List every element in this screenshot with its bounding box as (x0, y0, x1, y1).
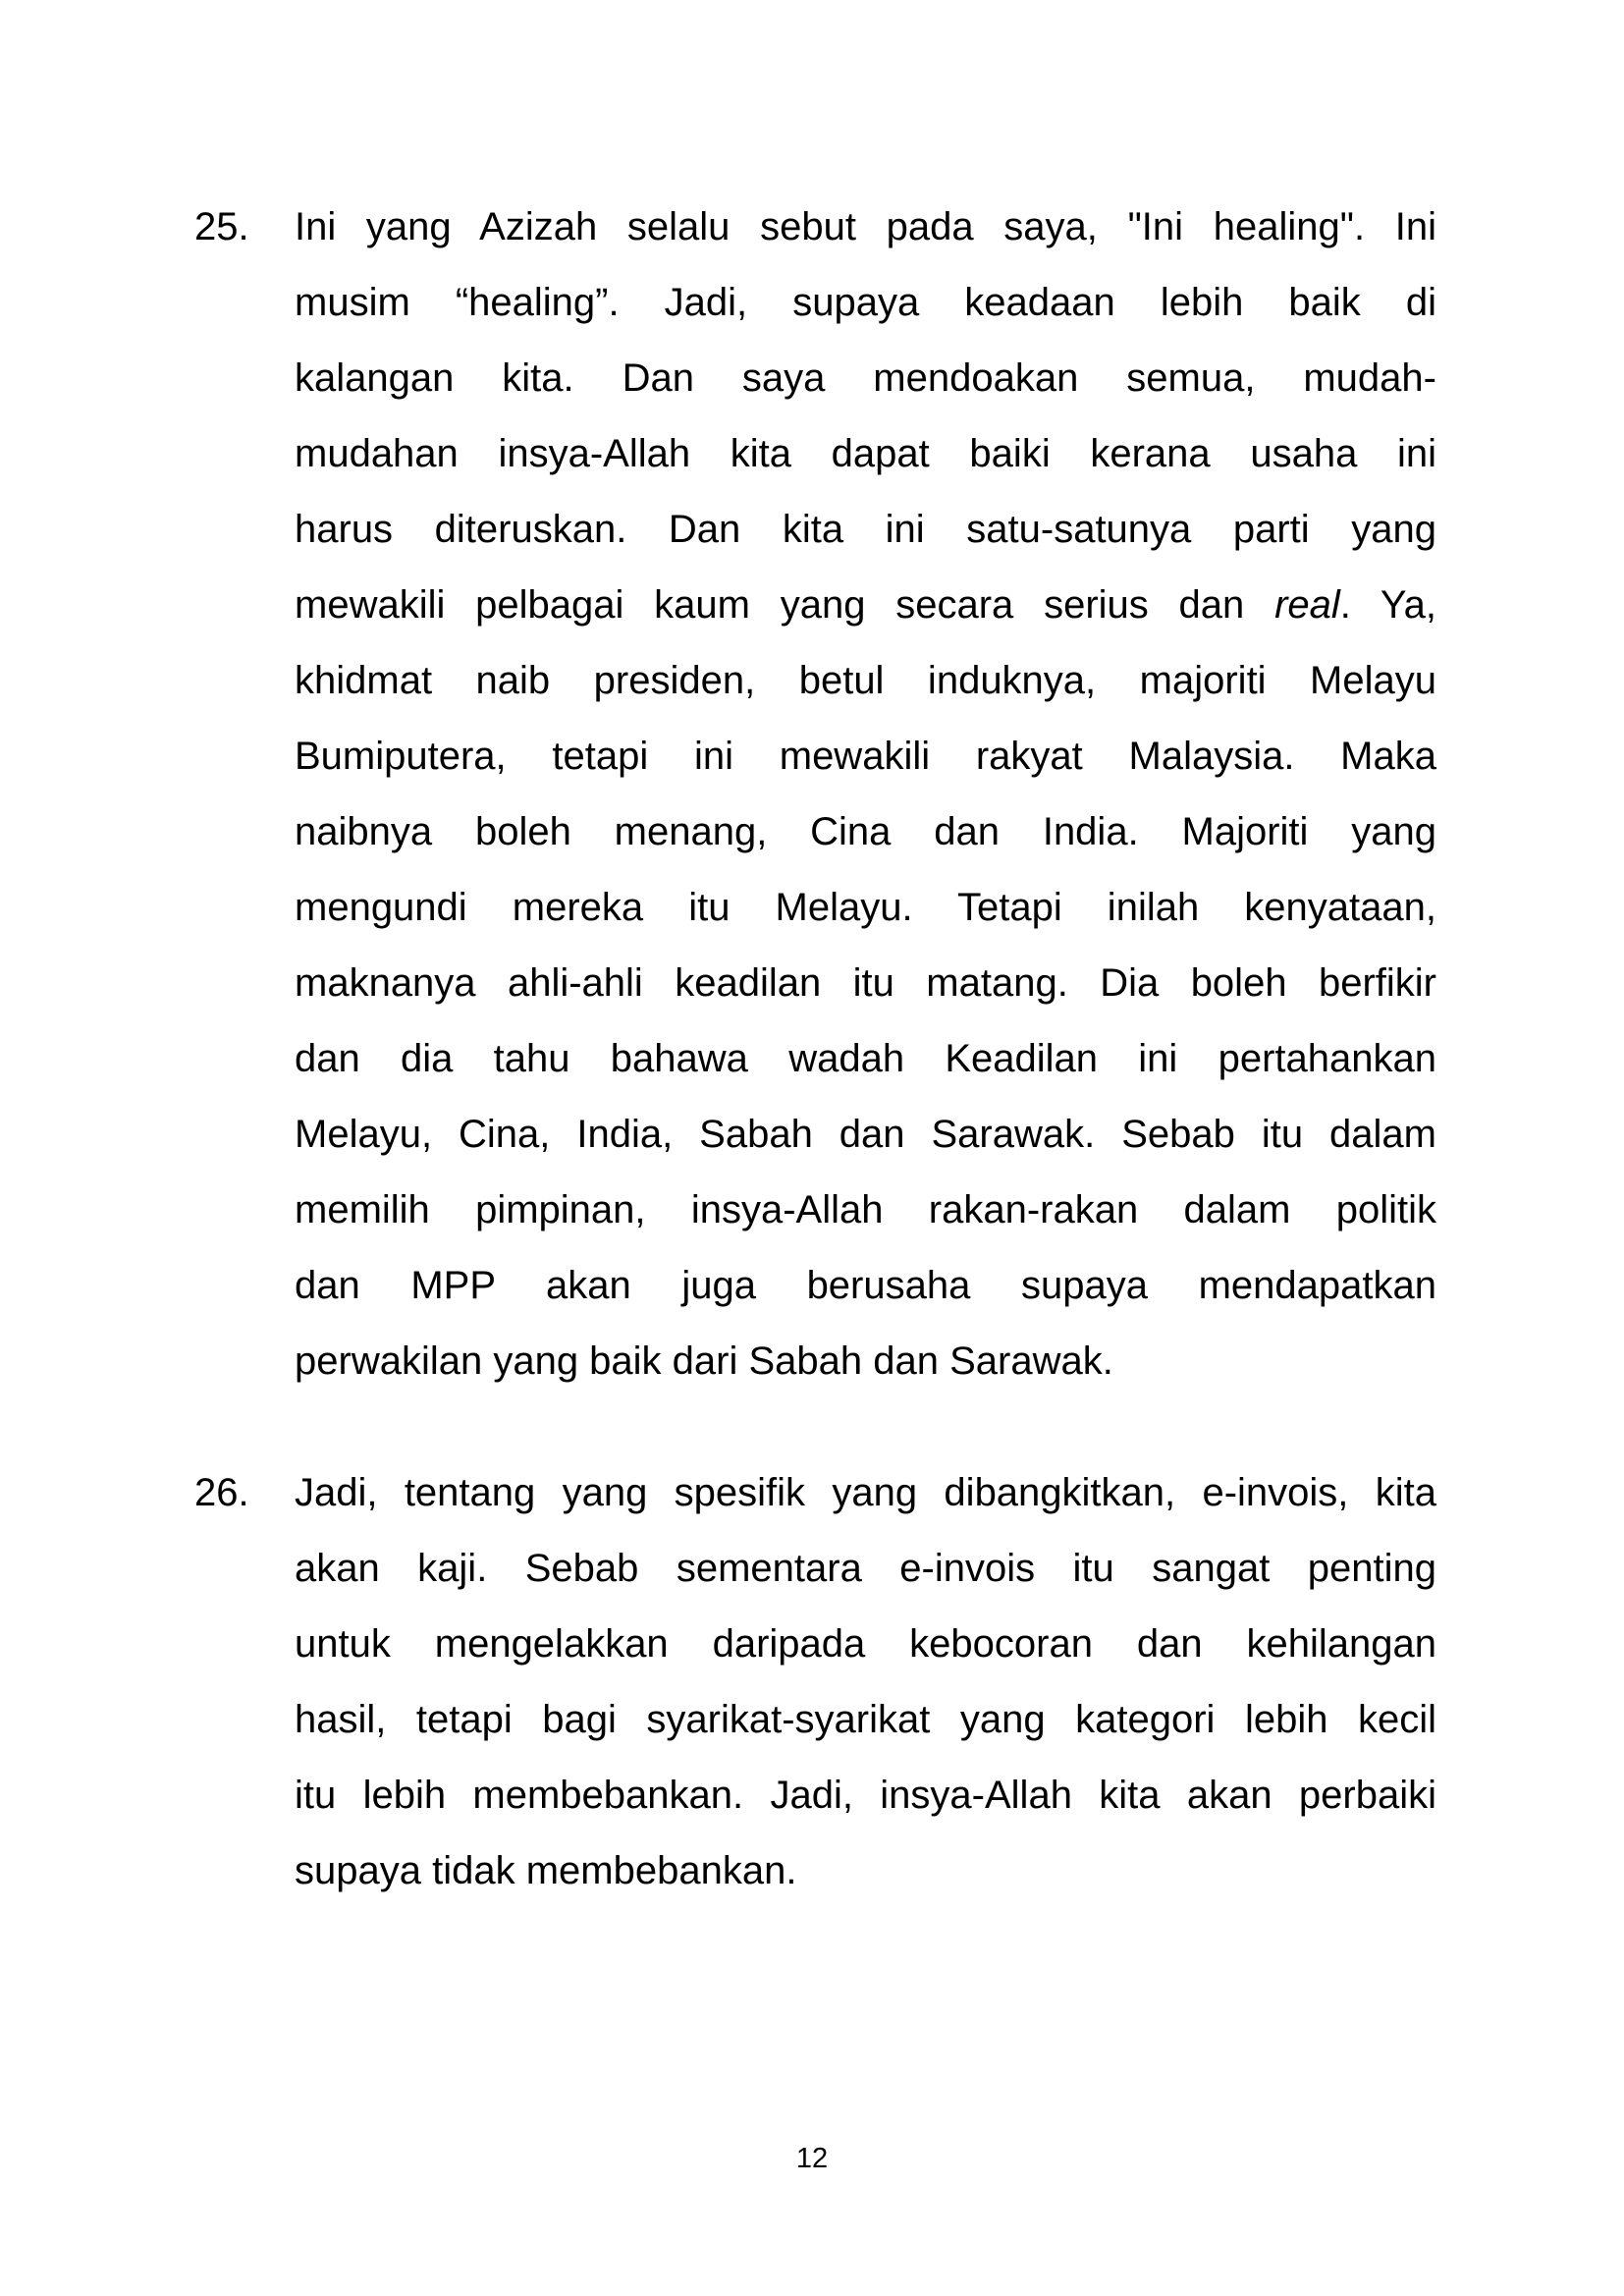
line-text-before: mewakili pelbagai kaum yang secara serius dan (295, 583, 1275, 627)
paragraph-line: untuk mengelakkan daripada kebocoran dan kehilangan (295, 1622, 1436, 1666)
paragraph-line-with-italic (295, 568, 1436, 643)
paragraph-line: supaya tidak membebankan. (295, 1849, 797, 1892)
paragraph-body (295, 190, 1436, 1399)
paragraph-number: 26. (194, 1471, 249, 1514)
paragraph-line: maknanya ahli-ahli keadilan itu matang. Dia boleh berfikir (295, 961, 1436, 1005)
paragraph-line: khidmat naib presiden, betul induknya, majoriti Melayu (295, 659, 1436, 702)
paragraph-line: dan dia tahu bahawa wadah Keadilan ini pertahankan (295, 1037, 1436, 1080)
paragraph-line: Melayu, Cina, India, Sabah dan Sarawak. Sebab itu dalam (295, 1113, 1436, 1156)
paragraph-line: harus diteruskan. Dan kita ini satu-satunya parti yang (295, 508, 1436, 551)
paragraph-line: mengundi mereka itu Melayu. Tetapi inilah kenyataan, (295, 886, 1436, 929)
paragraph-line: memilih pimpinan, insya-Allah rakan-rakan dalam politik (295, 1188, 1436, 1231)
paragraph-line: Bumiputera, tetapi ini mewakili rakyat Malaysia. Maka (295, 735, 1436, 778)
italic-word: real (1274, 583, 1340, 627)
page-number: 12 (795, 2143, 829, 2174)
paragraph-body (295, 1455, 1436, 1909)
paragraph-number: 25. (194, 205, 249, 248)
paragraph-line: kalangan kita. Dan saya mendoakan semua, mudah- (295, 356, 1436, 400)
paragraph-line: naibnya boleh menang, Cina dan India. Majoriti yang (295, 810, 1436, 853)
paragraph-line: Jadi, tentang yang spesifik yang dibangkitkan, e-invois, kita (295, 1471, 1436, 1514)
paragraph-line: dan MPP akan juga berusaha supaya mendapatkan (295, 1264, 1436, 1307)
paragraph-line: musim “healing”. Jadi, supaya keadaan lebih baik di (295, 281, 1436, 324)
line-text-after: . Ya, (1339, 583, 1436, 627)
paragraph-line: itu lebih membebankan. Jadi, insya-Allah kita akan perbaiki (295, 1774, 1436, 1817)
paragraph-line: Ini yang Azizah selalu sebut pada saya, "Ini healing". Ini (295, 205, 1436, 248)
paragraph-line: akan kaji. Sebab sementara e-invois itu sangat penting (295, 1547, 1436, 1590)
paragraph-line: mudahan insya-Allah kita dapat baiki kerana usaha ini (295, 432, 1436, 475)
paragraph-line: perwakilan yang baik dari Sabah dan Sarawak. (295, 1339, 1113, 1383)
paragraph-line: hasil, tetapi bagi syarikat-syarikat yang kategori lebih kecil (295, 1698, 1436, 1741)
